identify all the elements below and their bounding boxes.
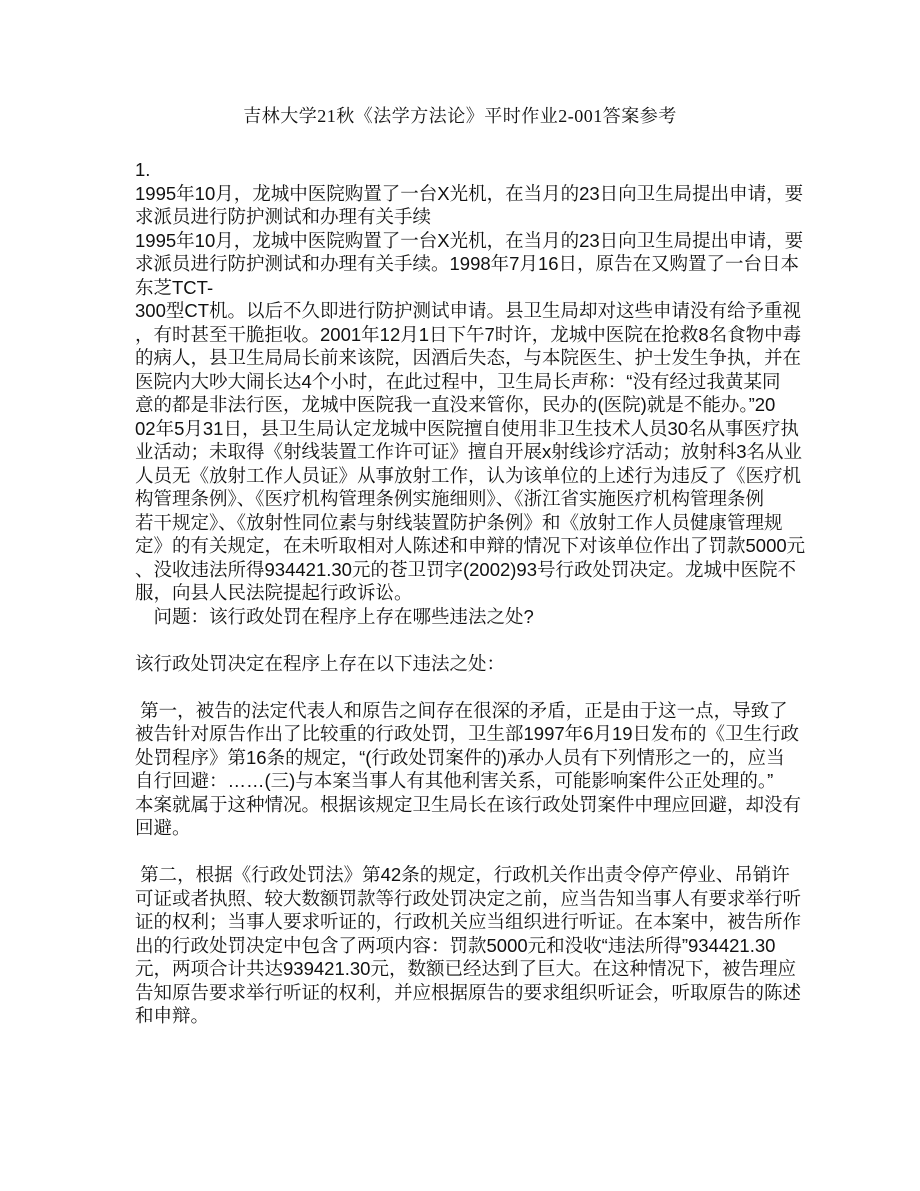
text-line: 回避。 — [135, 817, 191, 838]
text-line: 被告针对原告作出了比较重的行政处罚，卫生部1997年6月19日发布的《卫生行政 — [135, 723, 800, 744]
text-line: 证的权利；当事人要求听证的，行政机关应当组织进行听证。在本案中，被告所作 — [135, 911, 802, 932]
text-line: 告知原告要求举行听证的权利，并应根据原告的要求组织听证会，听取原告的陈述 — [135, 981, 802, 1003]
text-line: 1. — [135, 159, 151, 180]
text-line: 1995年10月，龙城中医院购置了一台X光机，在当月的23日向卫生局提出申请，要 — [135, 182, 804, 204]
text-line: 、没收违法所得934421.30元的苍卫罚字(2002)93号行政处罚决定。龙城中医院不 — [135, 558, 797, 580]
document-title: 吉林大学21秋《法学方法论》平时作业2-001答案参考 — [243, 106, 677, 126]
text-line: 300型CT机。以后不久即进行防护测试申请。县卫生局却对这些申请没有给予重视 — [135, 300, 802, 321]
text-line: 人员无《放射工作人员证》从事放射工作，认为该单位的上述行为违反了《医疗机 — [135, 464, 802, 486]
text-line: 问题：该行政处罚在程序上存在哪些违法之处? — [135, 605, 534, 627]
text-line: 第二，根据《行政处罚法》第42条的规定，行政机关作出责令停产停业、吊销许 — [135, 864, 790, 885]
text-line: 业活动；未取得《射线装置工作许可证》擅自开展x射线诊疗活动；放射科3名从业 — [135, 441, 803, 462]
text-line: 本案就属于这种情况。根据该规定卫生局长在该行政处罚案件中理应回避，却没有 — [135, 793, 802, 815]
text-line: 东芝TCT- — [135, 276, 214, 298]
text-line: 出的行政处罚决定中包含了两项内容：罚款5000元和没收“违法所得”934421.30 — [135, 934, 776, 956]
text-line: 自行回避：……(三)与本案当事人有其他利害关系，可能影响案件公正处理的。” — [135, 770, 774, 791]
document-body — [135, 158, 810, 1028]
text-line: 求派员进行防护测试和办理有关手续。1998年7月16日，原告在又购置了一台日本 — [135, 253, 800, 274]
text-line: 的病人，县卫生局局长前来该院，因酒后失态，与本院医生、护士发生争执，并在 — [135, 347, 802, 368]
text-line: 若干规定》、《放射性同位素与射线装置防护条例》和《放射工作人员健康管理规 — [135, 511, 783, 533]
text-line — [135, 840, 810, 864]
text-line: 医院内大吵大闹长达4个小时，在此过程中，卫生局长声称：“没有经过我黄某同 — [135, 370, 781, 392]
text-line: 构管理条例》、《医疗机构管理条例实施细则》、《浙江省实施医疗机构管理条例 — [135, 488, 765, 509]
text-line: 和申辩。 — [135, 1005, 210, 1026]
text-line: 求派员进行防护测试和办理有关手续 — [135, 206, 432, 227]
text-line: 意的都是非法行医，龙城中医院我一直没来管你，民办的(医院)就是不能办。”20 — [135, 394, 776, 415]
text-line — [135, 675, 810, 699]
text-line: 服，向县人民法院提起行政诉讼。 — [135, 582, 413, 603]
text-line: 02年5月31日，县卫生局认定龙城中医院擅自使用非卫生技术人员30名从事医疗执 — [135, 417, 800, 439]
text-line — [135, 628, 810, 652]
text-line: 处罚程序》第16条的规定，“(行政处罚案件的)承办人员有下列情形之一的，应当 — [135, 746, 785, 768]
text-line: 元，两项合计共达939421.30元，数额已经达到了巨大。在这种情况下，被告理应 — [135, 958, 796, 979]
text-line: 该行政处罚决定在程序上存在以下违法之处： — [135, 652, 506, 674]
text-line: 1995年10月，龙城中医院购置了一台X光机，在当月的23日向卫生局提出申请，要 — [135, 229, 804, 251]
text-line: 定》的有关规定，在未听取相对人陈述和申辩的情况下对该单位作出了罚款5000元 — [135, 535, 806, 556]
text-line: 第一，被告的法定代表人和原告之间存在很深的矛盾，正是由于这一点，导致了 — [135, 699, 788, 721]
text-line: ，有时甚至干脆拒收。2001年12月1日下午7时许，龙城中医院在抢救8名食物中毒 — [135, 323, 802, 345]
text-line: 可证或者执照、较大数额罚款等行政处罚决定之前，应当告知当事人有要求举行听 — [135, 887, 802, 909]
